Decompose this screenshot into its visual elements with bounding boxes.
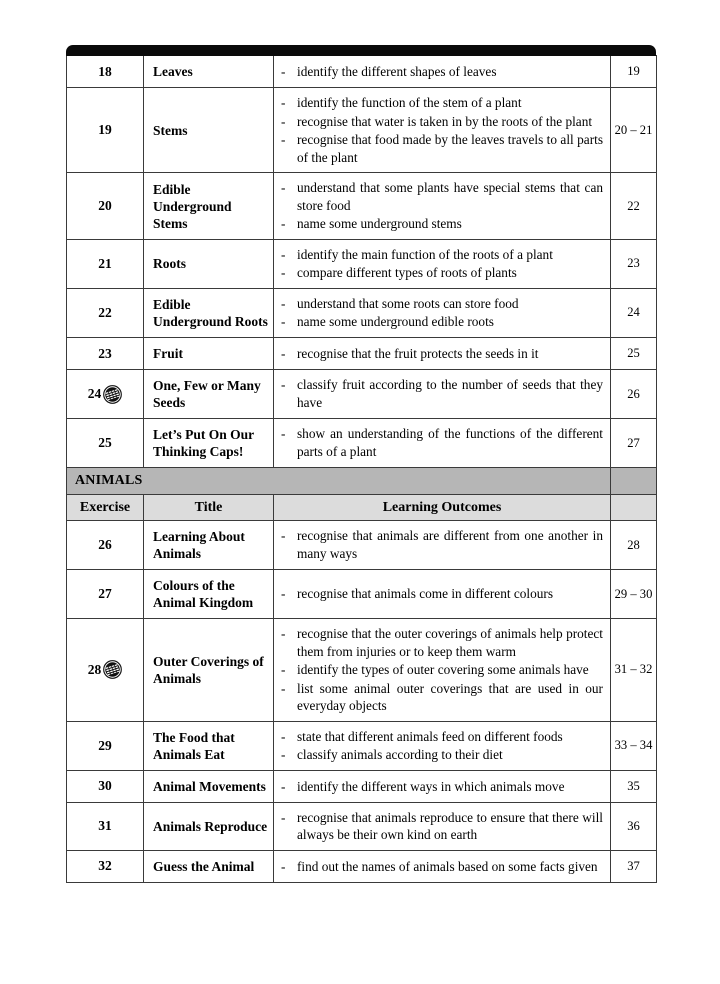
page-range-cell: [611, 850, 657, 882]
table-row: [67, 239, 657, 288]
bullet-dash: -: [281, 216, 286, 232]
exercise-title-cell: [144, 570, 274, 619]
learning-outcomes-wrap: [274, 289, 610, 337]
learning-outcome-item: [280, 113, 603, 131]
learning-outcomes-list: [280, 585, 603, 603]
learning-outcomes-wrap: [274, 370, 610, 417]
learning-outcome-text: recognise that animals are different from one another in many ways: [297, 528, 603, 562]
section-band-row: [67, 468, 657, 495]
exercise-number-wrap: [67, 732, 143, 760]
learning-outcome-item: [280, 527, 603, 562]
exercise-number-inner: [88, 385, 123, 404]
table-row: [67, 173, 657, 240]
column-header-outcomes: Learning Outcomes: [382, 499, 502, 515]
exercise-number-cell: [67, 56, 144, 88]
learning-outcomes-list: [280, 527, 603, 562]
bullet-dash: -: [281, 246, 286, 262]
learning-outcomes-list: [280, 625, 603, 715]
page-range-cell: [611, 721, 657, 770]
learning-outcomes-cell: [274, 88, 611, 173]
table-row: [67, 56, 657, 88]
exercise-number-wrap: [67, 580, 143, 608]
exercise-title: One, Few or Many Seeds: [153, 378, 261, 411]
exercise-number-cell: [67, 802, 144, 850]
exercise-number: 32: [98, 858, 112, 874]
table-row: [67, 850, 657, 882]
learning-outcomes-wrap: [274, 57, 610, 87]
learning-outcomes-wrap: [274, 852, 610, 882]
learning-outcome-text: list some animal outer coverings that are used in our everyday objects: [297, 680, 603, 714]
bullet-dash: -: [281, 95, 286, 110]
exercise-title: Stems: [153, 122, 188, 138]
exercise-number-cell: [67, 521, 144, 570]
learning-outcomes-cell: [274, 770, 611, 802]
exercise-number-inner: [98, 305, 112, 321]
quick-check-seal-icon: [103, 385, 122, 404]
learning-outcome-item: [280, 585, 603, 603]
exercise-title: Roots: [153, 256, 186, 272]
exercise-number-wrap: [67, 340, 143, 368]
learning-outcome-item: [280, 376, 603, 411]
learning-outcome-item: [280, 264, 603, 282]
learning-outcome-text: understand that some roots can store food: [297, 295, 519, 311]
exercise-number-wrap: [67, 192, 143, 220]
exercise-title-cell: [144, 56, 274, 88]
learning-outcome-text: recognise that food made by the leaves travels to all parts of the plant: [297, 132, 603, 165]
learning-outcomes-list: [280, 778, 603, 796]
exercise-title: The Food that Animals Eat: [153, 729, 235, 762]
learning-outcome-text: recognise that water is taken in by the roots of the plant: [297, 113, 593, 129]
exercise-title-cell: [144, 88, 274, 173]
learning-outcomes-wrap: [274, 419, 610, 466]
learning-outcomes-cell: [274, 802, 611, 850]
exercise-number: 27: [98, 586, 112, 602]
learning-outcome-text: recognise that animals reproduce to ensure that there will always be their own kind on earth: [297, 809, 603, 843]
learning-outcome-text: identify the different ways in which animals move: [297, 778, 565, 794]
learning-outcomes-list: [280, 345, 603, 363]
table-row: [67, 619, 657, 722]
exercise-title-cell: [144, 173, 274, 240]
exercise-title: Outer Coverings of Animals: [153, 653, 264, 686]
bullet-dash: -: [281, 586, 286, 602]
page-range-cell: [611, 338, 657, 370]
exercise-number-cell: [67, 173, 144, 240]
exercise-number-inner: [98, 858, 112, 874]
page-range: 29 – 30: [614, 586, 653, 601]
learning-outcome-item: [280, 246, 603, 264]
learning-outcomes-list: [280, 425, 603, 460]
exercise-title-cell: [144, 770, 274, 802]
page-range-cell: [611, 239, 657, 288]
learning-outcome-item: [280, 728, 603, 746]
bullet-dash: -: [281, 295, 286, 311]
column-header-pages: [611, 505, 656, 511]
learning-outcome-item: [280, 179, 603, 214]
learning-outcomes-list: [280, 728, 603, 764]
exercise-number-wrap: [67, 531, 143, 559]
learning-outcomes-cell: [274, 56, 611, 88]
exercise-number: 30: [98, 778, 112, 794]
learning-outcome-item: [280, 425, 603, 460]
exercise-number-cell: [67, 288, 144, 337]
page-range-cell: [611, 770, 657, 802]
page-range-cell: [611, 619, 657, 722]
learning-outcome-item: [280, 746, 603, 764]
learning-outcome-text: identify the types of outer covering some animals have: [297, 662, 589, 678]
learning-outcome-item: [280, 63, 603, 81]
learning-outcome-item: [280, 661, 603, 679]
learning-outcomes-wrap: [274, 173, 610, 239]
bullet-dash: -: [281, 63, 286, 79]
exercise-number-wrap: [67, 429, 143, 457]
learning-outcome-item: [280, 858, 603, 876]
learning-outcome-text: understand that some plants have special stems that can store food: [297, 180, 603, 213]
exercise-number-inner: [98, 198, 112, 214]
bullet-dash: -: [281, 528, 286, 544]
bullet-dash: -: [281, 626, 286, 642]
bullet-dash: -: [281, 265, 286, 281]
column-header-pages-cell: [611, 495, 657, 521]
learning-outcome-text: recognise that animals come in different colours: [297, 586, 554, 602]
column-header-row: [67, 495, 657, 521]
exercise-number: 22: [98, 304, 112, 320]
learning-outcome-item: [280, 345, 603, 363]
learning-outcomes-list: [280, 858, 603, 876]
exercise-title: Fruit: [153, 346, 183, 362]
learning-outcomes-list: [280, 63, 603, 81]
page-range: 31 – 32: [614, 662, 653, 677]
page-range-cell: [611, 56, 657, 88]
learning-outcome-item: [280, 295, 603, 313]
exercise-number-inner: [98, 435, 112, 451]
page-range-cell: [611, 570, 657, 619]
syllabus-table-body: [67, 56, 657, 883]
exercise-number: 21: [98, 255, 112, 271]
quick-check-seal-icon: [103, 660, 122, 679]
exercise-number: 18: [98, 63, 112, 79]
exercise-title-cell: [144, 338, 274, 370]
exercise-title-cell: [144, 802, 274, 850]
learning-outcomes-wrap: [274, 722, 610, 770]
exercise-title-cell: [144, 288, 274, 337]
page-range: 37: [627, 858, 640, 873]
exercise-number: 28: [87, 661, 102, 677]
learning-outcome-text: identify the main function of the roots of a plant: [297, 246, 553, 262]
table-row: [67, 419, 657, 468]
learning-outcomes-wrap: [274, 579, 610, 609]
exercise-title-cell: [144, 239, 274, 288]
learning-outcomes-list: [280, 295, 603, 331]
learning-outcomes-wrap: [274, 240, 610, 288]
exercise-number-wrap: [67, 852, 143, 880]
learning-outcome-text: state that different animals feed on different foods: [297, 728, 563, 744]
exercise-title: Edible Underground Roots: [153, 296, 268, 329]
bullet-dash: -: [281, 778, 286, 794]
learning-outcomes-cell: [274, 173, 611, 240]
learning-outcomes-wrap: [274, 88, 610, 172]
learning-outcomes-list: [280, 809, 603, 844]
exercise-number: 25: [98, 435, 112, 451]
learning-outcome-text: show an understanding of the functions of the different parts of a plant: [297, 426, 603, 460]
exercise-number: 26: [98, 537, 112, 553]
page-range: 19: [627, 64, 640, 78]
exercise-number-cell: [67, 370, 144, 419]
learning-outcomes-wrap: [274, 619, 610, 721]
exercise-number-inner: [98, 122, 112, 138]
bullet-dash: -: [281, 180, 286, 196]
learning-outcomes-cell: [274, 370, 611, 419]
page-range: 28: [627, 537, 640, 552]
table-row: [67, 338, 657, 370]
exercise-number: 19: [98, 122, 112, 138]
page-range-cell: [611, 419, 657, 468]
exercise-number: 24: [87, 386, 102, 402]
exercise-number-inner: [98, 818, 112, 834]
learning-outcomes-wrap: [274, 521, 610, 568]
exercise-number-inner: [98, 738, 112, 754]
exercise-number-wrap: [67, 299, 143, 327]
learning-outcome-item: [280, 680, 603, 715]
column-header-exercise-cell: [67, 495, 144, 521]
learning-outcome-item: [280, 131, 603, 166]
learning-outcome-text: compare different types of roots of plants: [297, 265, 517, 281]
table-row: [67, 521, 657, 570]
column-header-title: Title: [194, 499, 223, 515]
learning-outcome-text: name some underground edible roots: [297, 314, 494, 330]
page-range-cell: [611, 88, 657, 173]
exercise-title: Let’s Put On Our Thinking Caps!: [153, 427, 254, 460]
exercise-title: Leaves: [153, 64, 193, 79]
exercise-number-wrap: [67, 379, 143, 410]
learning-outcomes-cell: [274, 521, 611, 570]
exercise-title: Animals Reproduce: [153, 818, 268, 834]
learning-outcomes-cell: [274, 570, 611, 619]
bullet-dash: -: [281, 680, 286, 696]
table-row: [67, 88, 657, 173]
exercise-number-wrap: [67, 654, 143, 685]
page-range: 25: [627, 346, 640, 361]
learning-outcomes-list: [280, 94, 603, 166]
exercise-title: Colours of the Animal Kingdom: [153, 578, 254, 611]
table-row: [67, 570, 657, 619]
exercise-number-wrap: [67, 58, 143, 86]
column-header-outcomes-cell: [274, 495, 611, 521]
exercise-number-inner: [98, 586, 112, 602]
learning-outcomes-list: [280, 179, 603, 233]
exercise-number-wrap: [67, 250, 143, 278]
exercise-number-inner: [88, 660, 123, 679]
exercise-title: Learning About Animals: [153, 529, 245, 562]
table-row: [67, 370, 657, 419]
learning-outcome-item: [280, 778, 603, 796]
bullet-dash: -: [281, 728, 286, 744]
exercise-number: 29: [98, 737, 112, 753]
exercise-number: 20: [98, 198, 112, 213]
page-range: 24: [627, 305, 640, 320]
learning-outcome-item: [280, 809, 603, 844]
page-range-cell: [611, 802, 657, 850]
exercise-number-cell: [67, 850, 144, 882]
table-top-band: [66, 45, 656, 56]
exercise-title: Edible Underground Stems: [153, 181, 232, 231]
exercise-number-inner: [98, 778, 112, 794]
learning-outcomes-list: [280, 376, 603, 411]
exercise-number: 23: [98, 345, 112, 361]
bullet-dash: -: [281, 377, 286, 393]
learning-outcome-text: classify animals according to their diet: [297, 747, 503, 763]
bullet-dash: -: [281, 858, 286, 874]
bullet-dash: -: [281, 662, 286, 678]
bullet-dash: -: [281, 314, 286, 330]
exercise-number-cell: [67, 419, 144, 468]
exercise-number-wrap: [67, 772, 143, 800]
learning-outcomes-wrap: [274, 772, 610, 802]
exercise-number-cell: [67, 570, 144, 619]
column-header-exercise: Exercise: [79, 499, 131, 515]
learning-outcome-item: [280, 215, 603, 233]
exercise-number: 31: [98, 818, 112, 834]
learning-outcome-text: recognise that the fruit protects the seeds in it: [297, 345, 539, 361]
learning-outcome-text: identify the different shapes of leaves: [297, 63, 497, 79]
learning-outcomes-cell: [274, 619, 611, 722]
section-band-pages-cell: [611, 468, 657, 495]
table-row: [67, 802, 657, 850]
bullet-dash: -: [281, 113, 286, 129]
exercise-number-cell: [67, 619, 144, 722]
table-row: [67, 721, 657, 770]
exercise-title-cell: [144, 521, 274, 570]
bullet-dash: -: [281, 132, 286, 148]
syllabus-table-container: [66, 45, 656, 883]
exercise-number-cell: [67, 88, 144, 173]
exercise-title-cell: [144, 850, 274, 882]
bullet-dash: -: [281, 345, 286, 361]
learning-outcomes-wrap: [274, 803, 610, 850]
learning-outcomes-cell: [274, 850, 611, 882]
page-range: 23: [627, 256, 640, 271]
learning-outcome-text: name some underground stems: [297, 216, 462, 232]
page-range: 26: [627, 386, 640, 401]
exercise-number-inner: [98, 256, 112, 272]
learning-outcomes-cell: [274, 419, 611, 468]
table-row: [67, 770, 657, 802]
bullet-dash: -: [281, 809, 286, 825]
exercise-number-cell: [67, 239, 144, 288]
section-band-cell: [67, 468, 611, 495]
bullet-dash: -: [281, 426, 286, 442]
page-range: 33 – 34: [614, 738, 653, 753]
page-range-cell: [611, 173, 657, 240]
page-range: 20 – 21: [614, 122, 653, 137]
learning-outcome-text: find out the names of animals based on some facts given: [297, 858, 598, 874]
page-range-cell: [611, 370, 657, 419]
exercise-number-inner: [98, 537, 112, 553]
page-range: 36: [627, 818, 640, 833]
page-range: 22: [627, 198, 640, 213]
learning-outcome-item: [280, 313, 603, 331]
exercise-title-cell: [144, 619, 274, 722]
exercise-title-cell: [144, 721, 274, 770]
learning-outcomes-cell: [274, 721, 611, 770]
page-range-cell: [611, 288, 657, 337]
exercise-title-cell: [144, 419, 274, 468]
learning-outcomes-list: [280, 246, 603, 282]
page-range: 27: [627, 435, 640, 450]
syllabus-table: [66, 55, 657, 883]
learning-outcome-text: classify fruit according to the number of seeds that they have: [297, 377, 603, 411]
exercise-number-wrap: [67, 812, 143, 840]
section-title: ANIMALS: [75, 473, 143, 489]
learning-outcome-item: [280, 94, 603, 112]
learning-outcomes-wrap: [274, 339, 610, 369]
exercise-number-cell: [67, 721, 144, 770]
learning-outcomes-cell: [274, 239, 611, 288]
exercise-number-inner: [98, 346, 112, 362]
exercise-title: Guess the Animal: [153, 858, 255, 874]
exercise-number-wrap: [67, 116, 143, 144]
exercise-title-cell: [144, 370, 274, 419]
page-range: 35: [627, 778, 640, 793]
column-header-title-cell: [144, 495, 274, 521]
exercise-number-cell: [67, 338, 144, 370]
learning-outcomes-cell: [274, 338, 611, 370]
exercise-number-inner: [98, 64, 112, 80]
exercise-title: Animal Movements: [153, 778, 266, 794]
learning-outcome-text: recognise that the outer coverings of animals help protect them from injuries or to keep them warm: [297, 626, 603, 659]
exercise-number-cell: [67, 770, 144, 802]
learning-outcomes-cell: [274, 288, 611, 337]
table-row: [67, 288, 657, 337]
bullet-dash: -: [281, 747, 286, 763]
page-range-cell: [611, 521, 657, 570]
learning-outcome-item: [280, 625, 603, 660]
learning-outcome-text: identify the function of the stem of a plant: [297, 95, 522, 110]
